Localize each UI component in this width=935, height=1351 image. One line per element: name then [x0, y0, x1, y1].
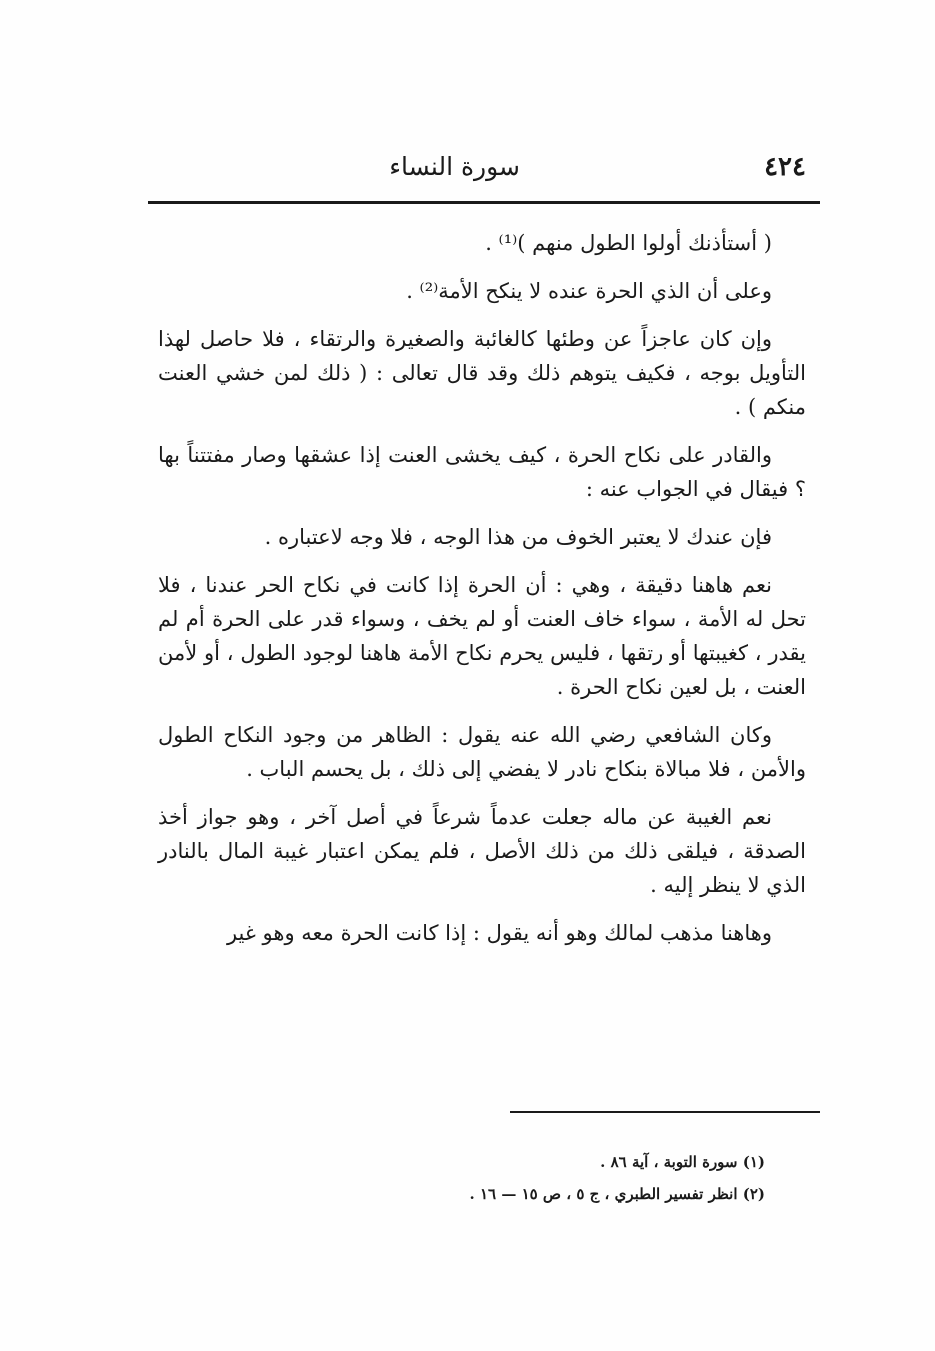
paragraph: وإن كان عاجزاً عن وطئها كالغائبة والصغيرة والرتقاء ، فلا حاصل لهذا التأويل بوجه ، فكيف يتوهم ذلك وقد قال تعالى : ( ذلك لمن خشي العنت منكم ) .: [158, 327, 806, 419]
header-rule: [148, 201, 820, 204]
footnote-1: (١) سورة التوبة ، آية ٨٦ .: [600, 1153, 765, 1171]
paragraph: فإن عندك لا يعتبر الخوف من هذا الوجه ، فلا وجه لاعتباره .: [264, 525, 772, 549]
footnote-2: (٢) انظر تفسير الطبري ، ج ٥ ، ص ١٥ — ١٦ .: [469, 1185, 765, 1203]
footnote-rule: [510, 1111, 820, 1113]
body-text: [158, 226, 806, 950]
paragraph: نعم هاهنا دقيقة ، وهي : أن الحرة إذا كانت في نكاح الحر عندنا ، فلا تحل له الأمة ، سواء خاف العنت أو لم يخف ، وسواء قدر على الحرة أم لم يقدر ، كغيبتها أو رتقها ، فليس يحرم نكاح الأمة هاهنا لوجود الطول ، أو لأمن العنت ، بل لعين نكاح الحرة .: [158, 573, 806, 699]
paragraph: وعلى أن الذي الحرة عنده لا ينكح الأمة⁽²⁾ .: [406, 279, 772, 303]
running-title: سورة النساء: [389, 152, 520, 181]
paragraph: وهاهنا مذهب لمالك وهو أنه يقول : إذا كانت الحرة معه وهو غير: [226, 921, 772, 945]
paragraph: وكان الشافعي رضي الله عنه يقول : الظاهر من وجود النكاح الطول والأمن ، فلا مبالاة بنكاح نادر لا يفضي إلى ذلك ، بل يحسم الباب .: [158, 723, 806, 781]
page-number: ٤٢٤: [764, 152, 806, 182]
footnotes: [300, 1146, 765, 1210]
paragraph: والقادر على نكاح الحرة ، كيف يخشى العنت إذا عشقها وصار مفتتناً بها ؟ فيقال في الجواب عنه :: [158, 443, 806, 501]
paragraph: نعم الغيبة عن ماله جعلت عدماً شرعاً في أصل آخر ، وهو جواز أخذ الصدقة ، فيلقى ذلك من ذلك الأصل ، فلم يمكن اعتبار غيبة المال بالنادر الذي لا ينظر إليه .: [158, 805, 806, 897]
page-header: [150, 148, 820, 188]
paragraph: ( أستأذنك أولوا الطول منهم )⁽¹⁾ .: [485, 231, 772, 255]
